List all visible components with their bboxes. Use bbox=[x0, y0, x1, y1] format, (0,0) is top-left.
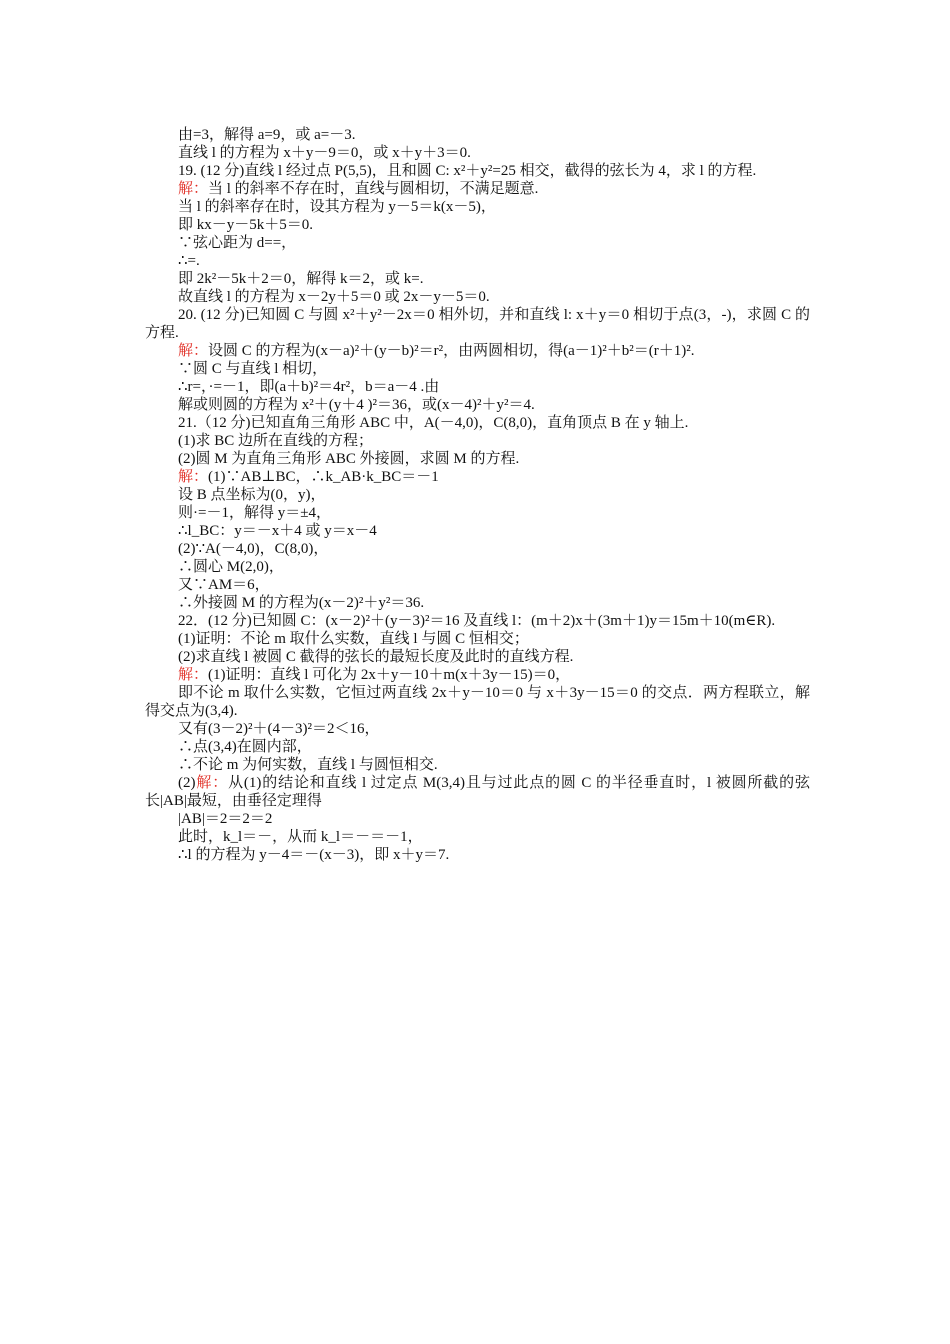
text-line bbox=[145, 504, 810, 522]
line-text: ∵圆 C 与直线 l 相切， bbox=[178, 361, 328, 377]
text-line bbox=[145, 288, 810, 306]
line-text: 直线 l 的方程为 x＋y－9＝0，或 x＋y＋3＝0. bbox=[178, 145, 471, 161]
solution-label: 解： bbox=[195, 775, 229, 791]
text-line bbox=[145, 540, 810, 558]
text-line bbox=[145, 846, 810, 864]
line-text: ∴圆心 M(2,0)， bbox=[178, 559, 284, 575]
text-line bbox=[145, 396, 810, 414]
text-line bbox=[145, 234, 810, 252]
line-text: ∵弦心距为 d==， bbox=[178, 235, 297, 251]
line-text: (1)证明：不论 m 取什么实数，直线 l 与圆 C 恒相交； bbox=[178, 631, 529, 647]
text-line bbox=[145, 558, 810, 576]
line-text: ∴不论 m 为何实数，直线 l 与圆恒相交. bbox=[178, 757, 438, 773]
line-text: ∴l_BC：y＝－x＋4 或 y＝x－4 bbox=[178, 523, 377, 539]
line-text: 当 l 的斜率存在时，设其方程为 y－5＝k(x－5)， bbox=[178, 199, 496, 215]
text-line bbox=[145, 306, 810, 342]
line-text: (1)∵AB⊥BC，∴k_AB·k_BC＝－1 bbox=[208, 469, 439, 485]
text-line bbox=[145, 666, 810, 684]
line-text: 设圆 C 的方程为(x－a)²＋(y－b)²＝r²，由两圆相切，得(a－1)²＋b²＝(r＋1)². bbox=[208, 343, 695, 359]
text-line bbox=[145, 216, 810, 234]
line-text: ∴r=，·=－1，即(a＋b)²＝4r²，b＝a－4 .由 bbox=[178, 379, 440, 395]
text-line bbox=[145, 468, 810, 486]
text-line bbox=[145, 126, 810, 144]
line-text: (2)求直线 l 被圆 C 截得的弦长的最短长度及此时的直线方程. bbox=[178, 649, 574, 665]
text-line bbox=[145, 144, 810, 162]
line-text: ∴=. bbox=[178, 253, 200, 269]
line-text: 设 B 点坐标为(0，y)， bbox=[178, 487, 326, 503]
text-line bbox=[145, 198, 810, 216]
document-body bbox=[145, 126, 810, 864]
line-text: ∴外接圆 M 的方程为(x－2)²＋y²＝36. bbox=[178, 595, 425, 611]
line-prefix: (2) bbox=[178, 775, 196, 791]
line-text: 即 kx－y－5k＋5＝0. bbox=[178, 217, 314, 233]
line-text: 又有(3－2)²＋(4－3)²＝2＜16， bbox=[178, 721, 380, 737]
text-line bbox=[145, 414, 810, 432]
line-text: (1)证明：直线 l 可化为 2x＋y－10＋m(x＋3y－15)＝0， bbox=[208, 667, 571, 683]
text-line bbox=[145, 810, 810, 828]
text-line bbox=[145, 828, 810, 846]
line-text: ∴点(3,4)在圆内部， bbox=[178, 739, 312, 755]
solution-label: 解： bbox=[178, 181, 209, 197]
text-line bbox=[145, 648, 810, 666]
text-line bbox=[145, 684, 810, 720]
line-text: 即不论 m 取什么实数，它恒过两直线 2x＋y－10＝0 与 x＋3y－15＝0 的交点．两方程联立，解得交点为(3,4). bbox=[145, 685, 810, 719]
text-line bbox=[145, 774, 810, 810]
text-line bbox=[145, 756, 810, 774]
text-line bbox=[145, 450, 810, 468]
text-line bbox=[145, 522, 810, 540]
text-line bbox=[145, 378, 810, 396]
line-text: 从(1)的结论和直线 l 过定点 M(3,4)且与过此点的圆 C 的半径垂直时，l 被圆所截的弦长|AB|最短，由垂径定理得 bbox=[145, 775, 810, 809]
line-text: |AB|＝2＝2＝2 bbox=[178, 811, 273, 827]
line-text: 又∵AM＝6， bbox=[178, 577, 270, 593]
text-line bbox=[145, 252, 810, 270]
text-line bbox=[145, 162, 810, 180]
text-line bbox=[145, 486, 810, 504]
text-line bbox=[145, 630, 810, 648]
solution-label: 解： bbox=[178, 469, 209, 485]
line-text: 当 l 的斜率不存在时，直线与圆相切，不满足题意. bbox=[208, 181, 539, 197]
text-line bbox=[145, 720, 810, 738]
solution-label: 解： bbox=[178, 667, 209, 683]
line-text: 故直线 l 的方程为 x－2y＋5＝0 或 2x－y－5＝0. bbox=[178, 289, 490, 305]
line-text: 19. (12 分)直线 l 经过点 P(5,5)，且和圆 C: x²＋y²=25 相交，截得的弦长为 4，求 l 的方程. bbox=[178, 163, 757, 179]
line-text: 22．(12 分)已知圆 C：(x－2)²＋(y－3)²＝16 及直线 l：(m＋2)x＋(3m＋1)y＝15m＋10(m∈R). bbox=[178, 613, 776, 629]
line-text: (2)∵A(－4,0)，C(8,0)， bbox=[178, 541, 329, 557]
line-text: 20. (12 分)已知圆 C 与圆 x²＋y²－2x＝0 相外切，并和直线 l: x＋y＝0 相切于点(3，-)，求圆 C 的方程. bbox=[145, 307, 810, 341]
line-text: (2)圆 M 为直角三角形 ABC 外接圆，求圆 M 的方程. bbox=[178, 451, 520, 467]
text-line bbox=[145, 594, 810, 612]
solution-label: 解： bbox=[178, 343, 209, 359]
text-line bbox=[145, 576, 810, 594]
line-text: 即 2k²－5k＋2＝0，解得 k＝2，或 k=. bbox=[178, 271, 424, 287]
text-line bbox=[145, 432, 810, 450]
text-line bbox=[145, 360, 810, 378]
text-line bbox=[145, 342, 810, 360]
line-text: 解或则圆的方程为 x²＋(y＋4 )²＝36，或(x－4)²＋y²＝4. bbox=[178, 397, 535, 413]
text-line bbox=[145, 738, 810, 756]
line-text: 此时，k_l＝－，从而 k_l＝－＝－1， bbox=[178, 829, 423, 845]
line-text: 则·=－1，解得 y＝±4， bbox=[178, 505, 331, 521]
text-line bbox=[145, 270, 810, 288]
line-text: ∴l 的方程为 y－4＝－(x－3)，即 x＋y＝7. bbox=[178, 847, 450, 863]
line-text: 由=3，解得 a=9，或 a=－3. bbox=[178, 127, 356, 143]
line-text: 21.（12 分)已知直角三角形 ABC 中，A(－4,0)，C(8,0)，直角顶点 B 在 y 轴上. bbox=[178, 415, 689, 431]
line-text: (1)求 BC 边所在直线的方程； bbox=[178, 433, 374, 449]
text-line bbox=[145, 180, 810, 198]
text-line bbox=[145, 612, 810, 630]
